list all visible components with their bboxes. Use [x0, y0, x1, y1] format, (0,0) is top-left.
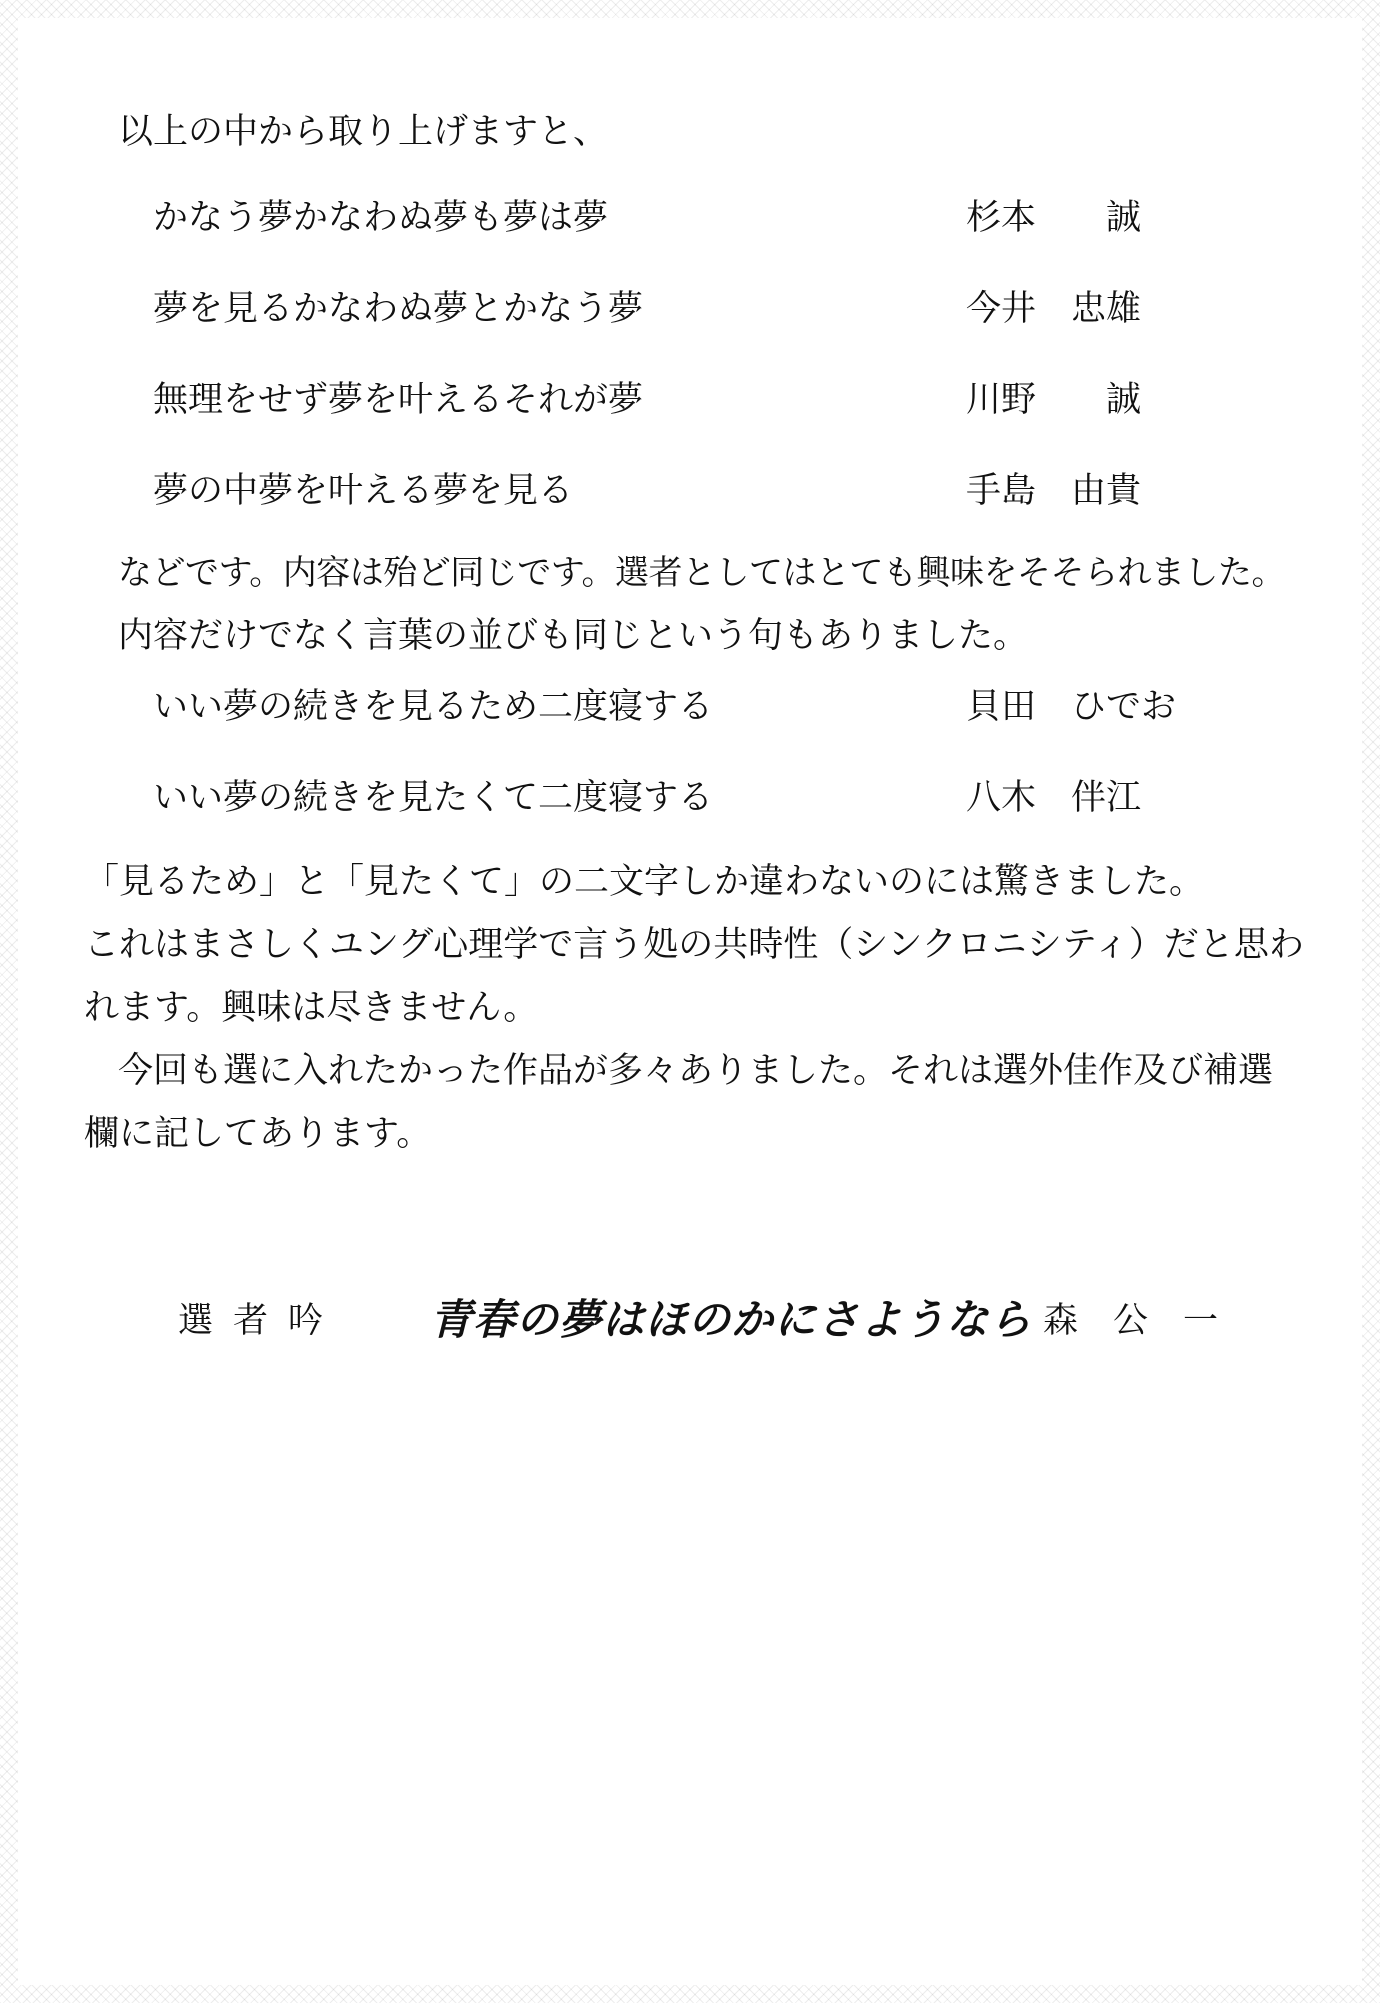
verse-author: 今井 忠雄: [966, 289, 1142, 329]
verse-row: [18, 378, 1362, 422]
paragraph-line: れます。興味は尽きません。: [84, 988, 539, 1028]
intro-text: 以上の中から取り上げますと、: [118, 112, 609, 152]
paragraph-line: などです。内容は殆ど同じです。選者としてはとても興味をそそられました。: [118, 553, 1286, 593]
verse-author: 手島 由貴: [966, 471, 1142, 511]
paragraph-line: これはまさしくユング心理学で言う処の共時性（シンクロニシティ）だと思わ: [84, 925, 1304, 965]
verse-author: 貝田 ひでお: [966, 687, 1177, 727]
paragraph-line: 内容だけでなく言葉の並びも同じという句もありました。: [118, 616, 1029, 656]
verse-text: 無理をせず夢を叶えるそれが夢: [153, 380, 644, 420]
selector-verse: [18, 1291, 1362, 1347]
verse-text: いい夢の続きを見るため二度寝する: [153, 687, 714, 727]
selector-verse-author: 森 公 一: [1043, 1301, 1219, 1341]
paragraph-line: 「見るため」と「見たくて」の二文字しか違わないのには驚きました。: [84, 862, 1205, 902]
verse-text: 夢を見るかなわぬ夢とかなう夢: [153, 289, 644, 329]
verse-author: 川野 誠: [966, 380, 1142, 420]
paragraph-line: 今回も選に入れたかった作品が多々ありました。それは選外佳作及び補選: [118, 1051, 1274, 1091]
selector-verse-text: 青春の夢はほのかにさようなら: [430, 1295, 1033, 1344]
verse-text: かなう夢かなわぬ夢も夢は夢: [153, 198, 609, 238]
document-page: [18, 18, 1362, 1985]
verse-row: [18, 776, 1362, 820]
verse-author: 杉本 誠: [966, 198, 1142, 238]
verse-text: 夢の中夢を叶える夢を見る: [153, 471, 574, 511]
verse-text: いい夢の続きを見たくて二度寝する: [153, 778, 714, 818]
verse-row: [18, 469, 1362, 513]
verse-row: [18, 287, 1362, 331]
paragraph-line: 欄に記してあります。: [84, 1114, 432, 1154]
verse-author: 八木 伴江: [966, 778, 1142, 818]
verse-row: [18, 196, 1362, 240]
selector-verse-label: 選者吟: [178, 1301, 344, 1341]
verse-row: [18, 685, 1362, 729]
